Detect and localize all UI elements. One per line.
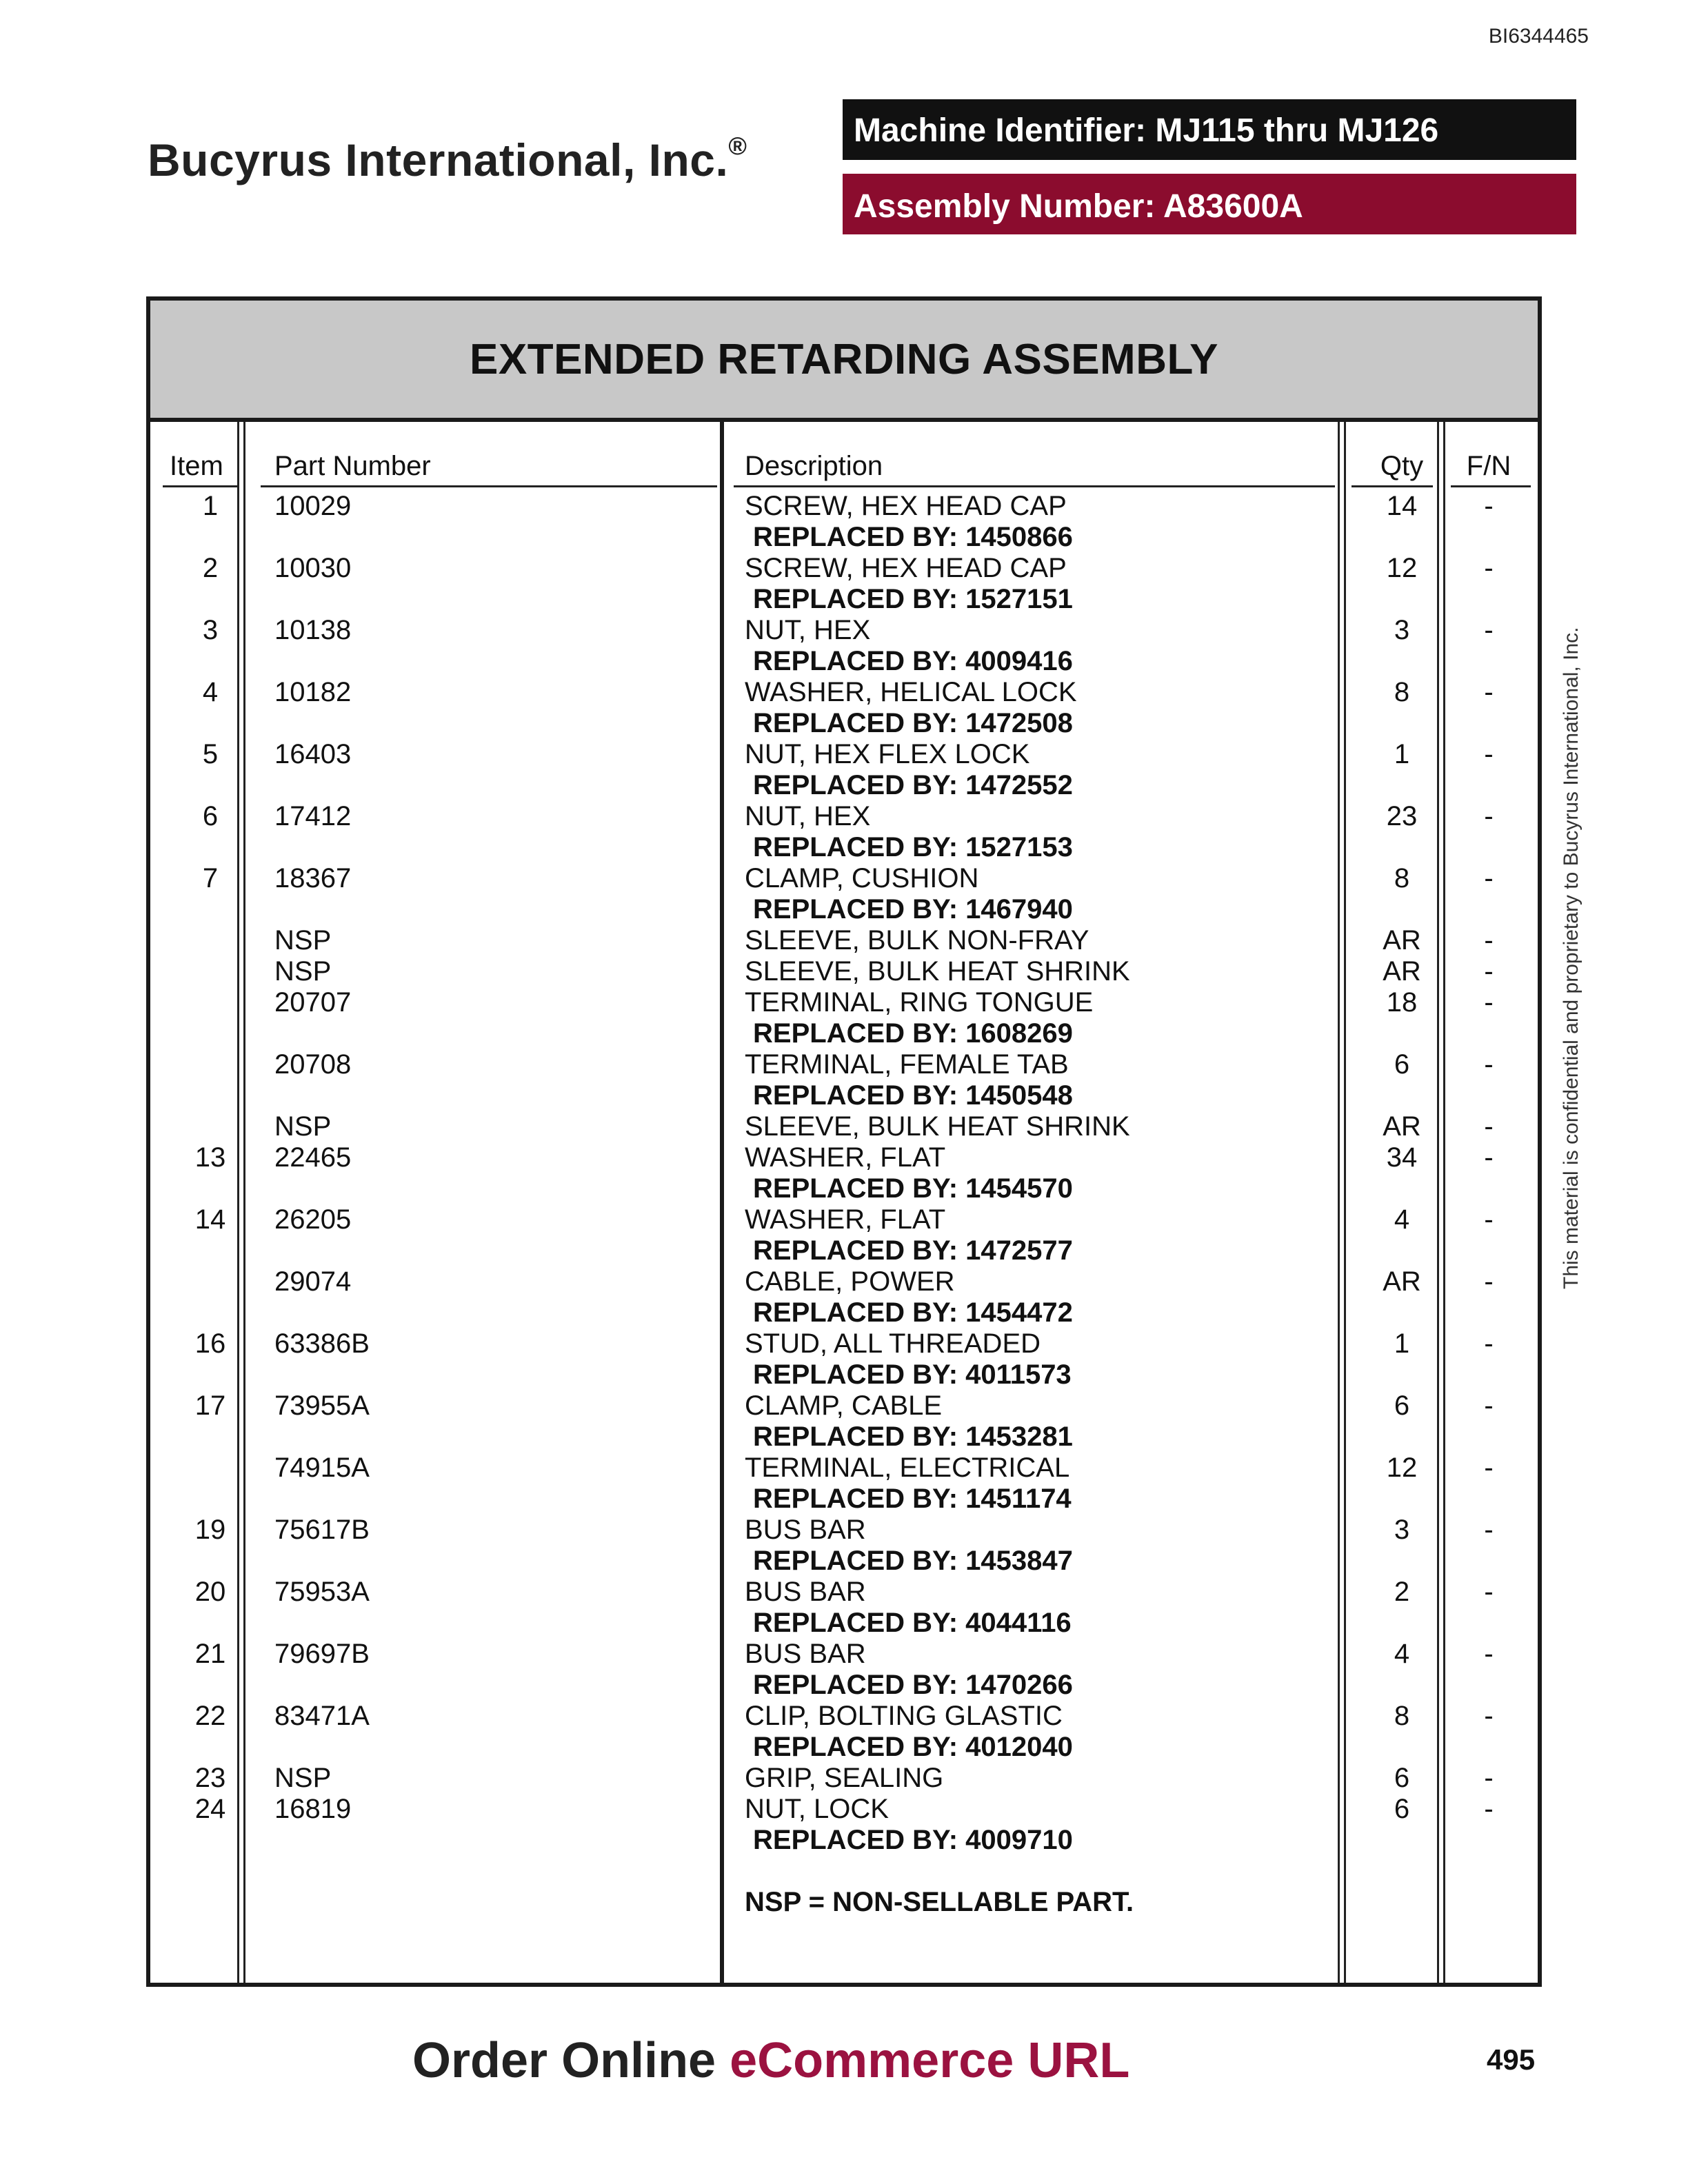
replacement-row <box>150 1546 1538 1577</box>
item-number: 24 <box>194 1794 226 1824</box>
quantity: 4 <box>1394 1204 1410 1235</box>
quantity: 3 <box>1394 1515 1410 1545</box>
part-number: 26205 <box>274 1204 352 1235</box>
part-number: 10029 <box>274 491 352 521</box>
description: GRIP, SEALING <box>745 1763 944 1793</box>
table-row <box>150 1763 1538 1794</box>
description: NUT, HEX FLEX LOCK <box>745 739 1030 769</box>
part-number: 22465 <box>274 1142 352 1173</box>
header-fn: F/N <box>1466 451 1511 481</box>
note-spacer <box>150 1856 1538 1887</box>
part-number: NSP <box>274 925 332 956</box>
description: SLEEVE, BULK HEAT SHRINK <box>745 1111 1130 1142</box>
item-number: 7 <box>202 863 219 893</box>
fn-value: - <box>1484 987 1494 1018</box>
description: CLIP, BOLTING GLASTIC <box>745 1701 1063 1731</box>
table-row <box>150 553 1538 584</box>
description: CABLE, POWER <box>745 1266 955 1297</box>
replacement-row <box>150 1173 1538 1204</box>
replacement-row <box>150 1359 1538 1391</box>
replaced-by-text: REPLACED BY: 4011573 <box>753 1359 1072 1390</box>
replaced-by-text: REPLACED BY: 1472577 <box>753 1235 1073 1266</box>
table-row <box>150 1142 1538 1173</box>
description: SCREW, HEX HEAD CAP <box>745 553 1067 583</box>
quantity: AR <box>1383 925 1421 956</box>
parts-table <box>146 296 1542 1987</box>
item-number: 20 <box>194 1577 226 1607</box>
description: WASHER, HELICAL LOCK <box>745 677 1077 707</box>
replacement-row <box>150 1080 1538 1111</box>
description: TERMINAL, ELECTRICAL <box>745 1453 1070 1483</box>
quantity: 6 <box>1394 1049 1410 1080</box>
part-number: 10138 <box>274 615 352 645</box>
quantity: 1 <box>1394 739 1410 769</box>
fn-value: - <box>1484 1391 1494 1421</box>
fn-value: - <box>1484 1577 1494 1607</box>
header-item: Item <box>170 451 223 481</box>
quantity: 3 <box>1394 615 1410 645</box>
description: NUT, HEX <box>745 615 871 645</box>
header-rule-item <box>163 485 237 487</box>
company-name <box>148 134 747 186</box>
quantity: 12 <box>1386 1453 1418 1483</box>
part-number: NSP <box>274 956 332 987</box>
replaced-by-text: REPLACED BY: 4012040 <box>753 1732 1073 1762</box>
quantity: 34 <box>1386 1142 1418 1173</box>
quantity: AR <box>1383 956 1421 987</box>
replaced-by-text: REPLACED BY: 1450548 <box>753 1080 1073 1111</box>
part-number: 20707 <box>274 987 352 1018</box>
description: NUT, HEX <box>745 801 871 831</box>
quantity: 6 <box>1394 1391 1410 1421</box>
table-row <box>150 491 1538 522</box>
table-row <box>150 925 1538 956</box>
table-row <box>150 1639 1538 1670</box>
description: TERMINAL, FEMALE TAB <box>745 1049 1069 1080</box>
fn-value: - <box>1484 1453 1494 1483</box>
table-row <box>150 1515 1538 1546</box>
table-row <box>150 1049 1538 1080</box>
replaced-by-text: REPLACED BY: 1608269 <box>753 1018 1073 1049</box>
machine-identifier-bar: Machine Identifier: MJ115 thru MJ126 <box>843 99 1576 160</box>
item-number: 17 <box>194 1391 226 1421</box>
document-id: BI6344465 <box>1488 25 1589 48</box>
fn-value: - <box>1484 1794 1494 1824</box>
replacement-row <box>150 708 1538 739</box>
fn-value: - <box>1484 615 1494 645</box>
table-title: EXTENDED RETARDING ASSEMBLY <box>150 301 1538 422</box>
table-row <box>150 1577 1538 1608</box>
header-rule-part <box>261 485 717 487</box>
header-rule-fn <box>1451 485 1531 487</box>
part-number: 10030 <box>274 553 352 583</box>
table-row <box>150 1266 1538 1297</box>
fn-value: - <box>1484 553 1494 583</box>
fn-value: - <box>1484 1111 1494 1142</box>
part-number: 16819 <box>274 1794 352 1824</box>
header-part-number: Part Number <box>274 451 431 481</box>
registered-mark: ® <box>728 132 747 160</box>
quantity: AR <box>1383 1266 1421 1297</box>
item-number: 5 <box>202 739 219 769</box>
nsp-note: NSP = NON-SELLABLE PART. <box>745 1887 1134 1917</box>
part-number: NSP <box>274 1763 332 1793</box>
fn-value: - <box>1484 1515 1494 1545</box>
replacement-row <box>150 1732 1538 1763</box>
description: BUS BAR <box>745 1577 866 1607</box>
table-row <box>150 615 1538 646</box>
item-number: 2 <box>202 553 219 583</box>
description: NUT, LOCK <box>745 1794 889 1824</box>
quantity: AR <box>1383 1111 1421 1142</box>
description: STUD, ALL THREADED <box>745 1328 1041 1359</box>
replacement-row <box>150 1235 1538 1266</box>
replaced-by-text: REPLACED BY: 1454570 <box>753 1173 1073 1204</box>
part-number: 83471A <box>274 1701 370 1731</box>
part-number: 73955A <box>274 1391 370 1421</box>
company-name-text: Bucyrus International, Inc. <box>148 134 729 185</box>
replacement-row <box>150 522 1538 553</box>
table-row <box>150 1328 1538 1359</box>
part-number: 18367 <box>274 863 352 893</box>
table-row <box>150 1453 1538 1484</box>
fn-value: - <box>1484 739 1494 769</box>
table-row <box>150 987 1538 1018</box>
description: SCREW, HEX HEAD CAP <box>745 491 1067 521</box>
order-online-banner[interactable] <box>412 2032 1129 2089</box>
table-row <box>150 801 1538 832</box>
description: BUS BAR <box>745 1639 866 1669</box>
description: WASHER, FLAT <box>745 1142 946 1173</box>
replaced-by-text: REPLACED BY: 1467940 <box>753 894 1073 924</box>
description: WASHER, FLAT <box>745 1204 946 1235</box>
part-number: 17412 <box>274 801 352 831</box>
item-number: 23 <box>194 1763 226 1793</box>
replacement-row <box>150 1422 1538 1453</box>
description: TERMINAL, RING TONGUE <box>745 987 1094 1018</box>
order-online-text: Order Online <box>412 2033 716 2088</box>
confidential-notice: This material is confidential and proprietary to Bucyrus International, Inc. <box>1560 627 1582 1289</box>
item-number: 19 <box>194 1515 226 1545</box>
table-row <box>150 956 1538 987</box>
part-number: 74915A <box>274 1453 370 1483</box>
description: BUS BAR <box>745 1515 866 1545</box>
quantity: 12 <box>1386 553 1418 583</box>
fn-value: - <box>1484 1049 1494 1080</box>
replacement-row <box>150 1670 1538 1701</box>
replaced-by-text: REPLACED BY: 1470266 <box>753 1670 1073 1700</box>
part-number: 29074 <box>274 1266 352 1297</box>
item-number: 13 <box>194 1142 226 1173</box>
fn-value: - <box>1484 1639 1494 1669</box>
replacement-row <box>150 584 1538 615</box>
quantity: 8 <box>1394 677 1410 707</box>
fn-value: - <box>1484 491 1494 521</box>
quantity: 14 <box>1386 491 1418 521</box>
part-number: 75953A <box>274 1577 370 1607</box>
quantity: 8 <box>1394 863 1410 893</box>
part-number: 20708 <box>274 1049 352 1080</box>
replacement-row <box>150 894 1538 925</box>
item-number: 16 <box>194 1328 226 1359</box>
item-number: 3 <box>202 615 219 645</box>
header-rule-desc <box>734 485 1335 487</box>
replacement-row <box>150 1825 1538 1856</box>
replaced-by-text: REPLACED BY: 1453847 <box>753 1546 1073 1576</box>
replaced-by-text: REPLACED BY: 1527151 <box>753 584 1073 614</box>
item-number: 21 <box>194 1639 226 1669</box>
replaced-by-text: REPLACED BY: 1451174 <box>753 1484 1072 1514</box>
part-number: NSP <box>274 1111 332 1142</box>
table-row <box>150 1204 1538 1235</box>
replaced-by-text: REPLACED BY: 4044116 <box>753 1608 1072 1638</box>
page-number: 495 <box>1487 2043 1536 2076</box>
replaced-by-text: REPLACED BY: 1472552 <box>753 770 1073 800</box>
fn-value: - <box>1484 1142 1494 1173</box>
part-number: 63386B <box>274 1328 370 1359</box>
replacement-row <box>150 646 1538 677</box>
item-number: 1 <box>202 491 219 521</box>
replaced-by-text: REPLACED BY: 4009416 <box>753 646 1073 676</box>
table-row <box>150 677 1538 708</box>
quantity: 18 <box>1386 987 1418 1018</box>
replacement-row <box>150 1297 1538 1328</box>
fn-value: - <box>1484 1204 1494 1235</box>
fn-value: - <box>1484 925 1494 956</box>
table-row <box>150 863 1538 894</box>
item-number: 4 <box>202 677 219 707</box>
part-number: 16403 <box>274 739 352 769</box>
item-number: 22 <box>194 1701 226 1731</box>
header-description: Description <box>745 451 883 481</box>
replacement-row <box>150 770 1538 801</box>
item-number: 6 <box>202 801 219 831</box>
fn-value: - <box>1484 1328 1494 1359</box>
part-number: 75617B <box>274 1515 370 1545</box>
table-row <box>150 1794 1538 1825</box>
table-body <box>150 491 1538 1918</box>
replaced-by-text: REPLACED BY: 1472508 <box>753 708 1073 738</box>
description: SLEEVE, BULK NON-FRAY <box>745 925 1089 956</box>
replacement-row <box>150 832 1538 863</box>
header-rule-qty <box>1352 485 1433 487</box>
replacement-row <box>150 1018 1538 1049</box>
replaced-by-text: REPLACED BY: 4009710 <box>753 1825 1073 1855</box>
fn-value: - <box>1484 863 1494 893</box>
table-row <box>150 739 1538 770</box>
replaced-by-text: REPLACED BY: 1450866 <box>753 522 1073 552</box>
part-number: 10182 <box>274 677 352 707</box>
quantity: 4 <box>1394 1639 1410 1669</box>
quantity: 2 <box>1394 1577 1410 1607</box>
quantity: 6 <box>1394 1763 1410 1793</box>
replaced-by-text: REPLACED BY: 1453281 <box>753 1422 1073 1452</box>
table-row <box>150 1701 1538 1732</box>
description: CLAMP, CUSHION <box>745 863 979 893</box>
quantity: 1 <box>1394 1328 1410 1359</box>
quantity: 8 <box>1394 1701 1410 1731</box>
ecommerce-url-link[interactable]: eCommerce URL <box>730 2033 1130 2088</box>
replaced-by-text: REPLACED BY: 1527153 <box>753 832 1073 862</box>
replaced-by-text: REPLACED BY: 1454472 <box>753 1297 1073 1328</box>
assembly-number-bar: Assembly Number: A83600A <box>843 174 1576 234</box>
fn-value: - <box>1484 801 1494 831</box>
quantity: 6 <box>1394 1794 1410 1824</box>
fn-value: - <box>1484 956 1494 987</box>
quantity: 23 <box>1386 801 1418 831</box>
fn-value: - <box>1484 1763 1494 1793</box>
header-qty: Qty <box>1380 451 1424 481</box>
table-row <box>150 1391 1538 1422</box>
nsp-note-row <box>150 1887 1538 1918</box>
item-number: 14 <box>194 1204 226 1235</box>
replacement-row <box>150 1484 1538 1515</box>
description: SLEEVE, BULK HEAT SHRINK <box>745 956 1130 987</box>
replacement-row <box>150 1608 1538 1639</box>
fn-value: - <box>1484 1701 1494 1731</box>
fn-value: - <box>1484 677 1494 707</box>
description: CLAMP, CABLE <box>745 1391 943 1421</box>
fn-value: - <box>1484 1266 1494 1297</box>
part-number: 79697B <box>274 1639 370 1669</box>
table-row <box>150 1111 1538 1142</box>
